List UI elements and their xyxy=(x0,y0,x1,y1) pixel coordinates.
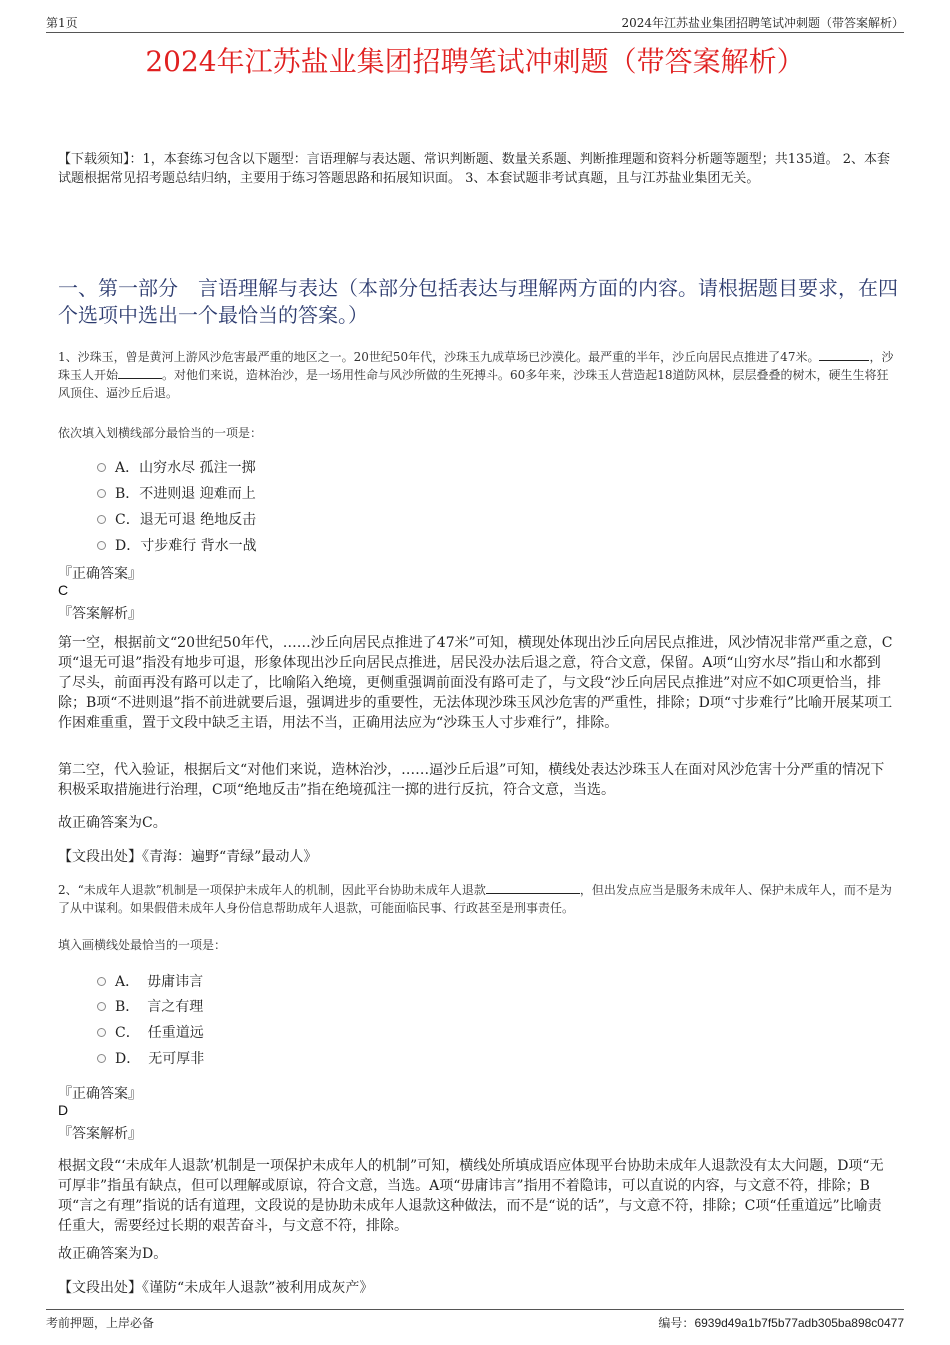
q1-analysis-p2: 第二空，代入验证，根据后文“对他们来说，造林治沙，……逼沙丘后退”可知，横线处表达沙珠玉人在面对风沙危害十分严重的情况下积极采取措施进行治理，C项“绝地反击”指在绝境孤注一掷的进行反抗，符合文意，当选。 xyxy=(58,762,885,798)
radio-icon[interactable] xyxy=(97,1054,106,1063)
blank-2 xyxy=(118,366,162,379)
radio-icon[interactable] xyxy=(97,515,106,524)
blank-1 xyxy=(486,881,580,894)
blank-1 xyxy=(819,348,869,361)
q1-conclusion: 故正确答案为C。 xyxy=(58,815,167,831)
section-heading: 一、第一部分 言语理解与表达（本部分包括表达与理解两方面的内容。请根据题目要求，在四个选项中选出一个最恰当的答案。） xyxy=(58,276,898,327)
q2-analysis-p1: 根据文段“‘未成年人退款’机制是一项保护未成年人的机制”可知，横线处所填成语应体现平台协助未成年人退款没有太大问题，D项“无可厚非”指虽有缺点，但可以理解或原谅，符合文意，当选。A项“毋庸讳言”指用不着隐讳，可以直说的内容，与文意不符，排除；B项“言之有理”指说的话有道理，文段说的是协助未成年人退款这种做法，而不是“说的话”，与文意不符，排除；C项“任重道远”比喻责任重大，需要经过长期的艰苦奋斗，与文意不符，排除。 xyxy=(58,1158,884,1234)
q1-analysis-label: 『答案解析』 xyxy=(58,606,142,622)
q1-option-c[interactable]: C． 退无可退 绝地反击 xyxy=(97,509,256,529)
footer-slogan: 考前押题，上岸必备 xyxy=(46,1316,155,1330)
q1-option-b[interactable]: B． 不进则退 迎难而上 xyxy=(97,483,256,503)
radio-icon[interactable] xyxy=(97,463,106,472)
q1-option-d[interactable]: D． 寸步难行 背水一战 xyxy=(97,535,257,555)
q2-option-d[interactable]: D． 无可厚非 xyxy=(97,1048,204,1068)
q1-option-a[interactable]: A． 山穷水尽 孤注一掷 xyxy=(97,457,256,477)
q1-correct-answer: C xyxy=(58,582,69,598)
q2-correct-answer: D xyxy=(58,1102,69,1118)
running-title: 2024年江苏盐业集团招聘笔试冲刺题（带答案解析） xyxy=(621,16,904,30)
question-1-prompt: 依次填入划横线部分最恰当的一项是： xyxy=(58,426,263,440)
question-2-stem: 2、“未成年人退款”机制是一项保护未成年人的机制，因此平台协助未成年人退款 ，但出发点应当是服务未成年人、保护未成年人，而不是为了从中谋利。如果假借未成年人身份信息帮助成年人退款，可能面临民事、行政甚至是刑事责任。 xyxy=(58,883,892,915)
radio-icon[interactable] xyxy=(97,489,106,498)
document-code: 编号：6939d49a1b7f5b77adb305ba898c0477 xyxy=(658,1316,904,1330)
q2-conclusion: 故正确答案为D。 xyxy=(58,1246,168,1262)
document-title: 2024年江苏盐业集团招聘笔试冲刺题（带答案解析） xyxy=(145,45,805,78)
radio-icon[interactable] xyxy=(97,1028,106,1037)
q2-option-b[interactable]: B． 言之有理 xyxy=(97,996,203,1016)
q2-source: 【文段出处】《谨防“未成年人退款”被利用成灰产》 xyxy=(58,1280,374,1296)
question-1-stem: 1、沙珠玉，曾是黄河上游风沙危害最严重的地区之一。20世纪50年代，沙珠玉九成草场已沙漠化。最严重的半年，沙丘向居民点推进了47米。 ，沙珠玉人开始 。对他们来说，造林治沙，是一场用性命与风沙所做的生死搏斗。60多年来，沙珠玉人营造起18道防风林，层层叠叠的树木，硬生生将狂风顶住、逼沙丘后退。 xyxy=(58,350,894,400)
q1-analysis-p1: 第一空，根据前文“20世纪50年代，……沙丘向居民点推进了47米”可知，横现处体现出沙丘向居民点推进，风沙情况非常严重之意，C项“退无可退”指没有地步可退，形象体现出沙丘向居民点推进，居民没办法后退之意，符合文意，保留。A项“山穷水尽”指山和水都到了尽头，前面再没有路可以走了，比喻陷入绝境，更侧重强调前面没有路可走了，与文段“沙丘向居民点推进”对应不如C项更恰当，排除；B项“不进则退”指不前进就要后退，强调进步的重要性，无法体现沙珠玉风沙危害的严重性，排除；D项“寸步难行”比喻开展某项工作困难重重，置于文段中缺乏主语，用法不当，正确用法应为“沙珠玉人寸步难行”，排除。 xyxy=(58,635,893,731)
header-divider xyxy=(46,32,904,33)
download-notice: 【下载须知】：1，本套练习包含以下题型：言语理解与表达题、常识判断题、数量关系题、判断推理题和资料分析题等题型；共135道。 2、本套试题根据常见招考题总结归纳，主要用于练习答题思路和拓展知识面。 3、本套试题非考试真题，且与江苏盐业集团无关。 xyxy=(58,152,890,186)
q1-source: 【文段出处】《青海：遍野“青绿”最动人》 xyxy=(58,849,318,865)
footer-divider xyxy=(46,1309,904,1310)
radio-icon[interactable] xyxy=(97,1002,106,1011)
q2-option-c[interactable]: C． 任重道远 xyxy=(97,1022,204,1042)
q1-correct-label: 『正确答案』 xyxy=(58,566,142,582)
q2-correct-label: 『正确答案』 xyxy=(58,1086,142,1102)
page-number: 第1页 xyxy=(46,16,78,30)
q2-analysis-label: 『答案解析』 xyxy=(58,1126,142,1142)
radio-icon[interactable] xyxy=(97,977,106,986)
radio-icon[interactable] xyxy=(97,541,106,550)
q2-option-a[interactable]: A． 毋庸讳言 xyxy=(97,971,203,991)
question-2-prompt: 填入画横线处最恰当的一项是： xyxy=(58,938,227,952)
